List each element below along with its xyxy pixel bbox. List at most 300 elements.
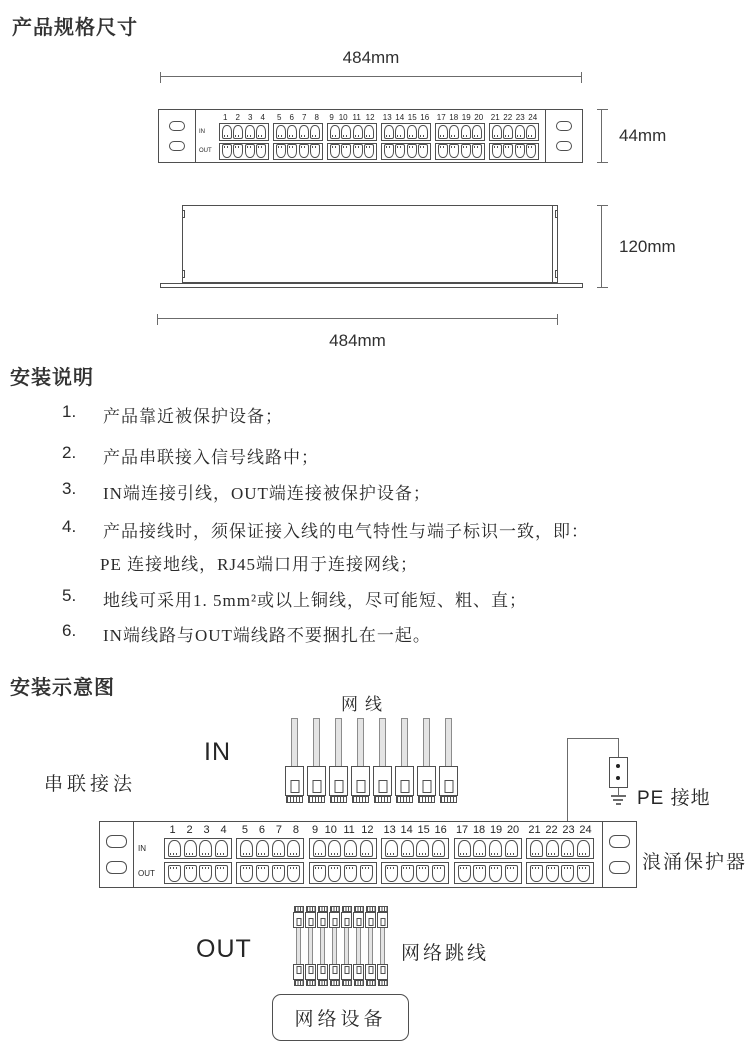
- port-pins: [202, 853, 210, 855]
- plug-pins: [286, 796, 303, 803]
- port-numbers: [435, 112, 485, 123]
- rj45-port: [515, 125, 525, 139]
- port-pins: [274, 853, 282, 855]
- rj45-port: [313, 865, 326, 882]
- port-number: 10: [338, 113, 348, 122]
- port-pins: [460, 867, 468, 869]
- rj45-port: [215, 865, 228, 882]
- port-number: 15: [407, 113, 417, 122]
- network-device-box: [272, 994, 409, 1041]
- rj45-port: [364, 125, 374, 139]
- port-pins: [312, 146, 318, 148]
- rj45-port: [461, 144, 471, 158]
- port-pins: [331, 853, 339, 855]
- port-numbers: [327, 112, 377, 123]
- port-numbers: [454, 824, 522, 838]
- port-pins: [258, 146, 264, 148]
- port-group: [327, 112, 377, 162]
- rj45-port: [222, 144, 232, 158]
- rj45-port: [577, 865, 590, 882]
- plug-body: [317, 912, 328, 928]
- port-pins: [476, 867, 484, 869]
- port-number: 5: [241, 824, 248, 836]
- port-pins: [332, 146, 338, 148]
- plug-latch: [344, 918, 349, 926]
- port-pins: [548, 853, 556, 855]
- rj45-port: [492, 144, 502, 158]
- rj45-port: [287, 865, 300, 882]
- port-number: 23: [515, 113, 525, 122]
- plug-body: [293, 964, 304, 980]
- rj45-port: [432, 840, 445, 857]
- port-group: [381, 824, 449, 887]
- port-pins: [476, 853, 484, 855]
- cable: [368, 928, 373, 964]
- rj45-plug: [329, 718, 348, 803]
- rj45-port: [418, 125, 428, 139]
- rj45-port: [395, 144, 405, 158]
- in-port-group: [489, 123, 539, 141]
- plug-pins: [440, 796, 457, 803]
- port-pins: [491, 853, 499, 855]
- port-number: 4: [260, 113, 265, 122]
- out-port-group: [454, 862, 522, 884]
- plug-latch: [296, 918, 301, 926]
- plug-pins: [294, 980, 304, 986]
- port-group: [454, 824, 522, 887]
- port-pins: [491, 867, 499, 869]
- in-port-group: [236, 838, 304, 860]
- port-group: [273, 112, 323, 162]
- out-port-group: [219, 143, 269, 161]
- plug-body: [365, 964, 376, 980]
- rj45-port: [489, 865, 502, 882]
- mounting-hole: [556, 121, 572, 131]
- plug-body: [329, 964, 340, 980]
- port-pins: [332, 135, 338, 137]
- rj45-port: [168, 840, 181, 857]
- out-port-group: [327, 143, 377, 161]
- rj45-port: [526, 144, 536, 158]
- port-pins: [579, 867, 587, 869]
- rj45-port: [328, 840, 341, 857]
- port-pins: [224, 135, 230, 137]
- port-pins: [494, 146, 500, 148]
- port-number: 10: [324, 824, 337, 836]
- port-pins: [419, 867, 427, 869]
- plug-body: [353, 912, 364, 928]
- panel-in-label: IN: [138, 844, 146, 854]
- plug-latch: [296, 966, 301, 974]
- port-pins: [355, 135, 361, 137]
- rj45-port: [401, 865, 414, 882]
- port-pins: [548, 867, 556, 869]
- rj45-port: [245, 125, 255, 139]
- port-group: [219, 112, 269, 162]
- spec-section-title: 产品规格尺寸: [12, 17, 138, 39]
- plug-body: [377, 964, 388, 980]
- in-port-group: [219, 123, 269, 141]
- terminal-dot: [616, 776, 620, 780]
- port-pins: [463, 135, 469, 137]
- rj45-port: [272, 840, 285, 857]
- port-number: 20: [506, 824, 520, 836]
- port-number: 3: [203, 824, 210, 836]
- front-view-panel: [158, 109, 583, 163]
- out-port-group: [273, 143, 323, 161]
- port-groups: [219, 112, 539, 162]
- rj45-port: [168, 865, 181, 882]
- port-pins: [362, 867, 370, 869]
- rj45-port: [199, 840, 212, 857]
- rj45-port: [364, 144, 374, 158]
- rj45-plug: [285, 718, 304, 803]
- port-number: 2: [235, 113, 240, 122]
- in-port-group: [435, 123, 485, 141]
- port-pins: [532, 853, 540, 855]
- bottom-width-dim-line: [157, 318, 558, 319]
- plug-latch: [368, 966, 373, 974]
- port-pins: [532, 867, 540, 869]
- surge-protector-panel: [99, 821, 637, 888]
- plug-pins: [330, 796, 347, 803]
- pe-ground-label: PE 接地: [637, 788, 711, 809]
- item-number: 4.: [62, 517, 77, 536]
- port-number: 11: [352, 113, 361, 122]
- plug-body: [377, 912, 388, 928]
- mounting-hole: [556, 141, 572, 151]
- in-port-group: [454, 838, 522, 860]
- port-pins: [346, 867, 354, 869]
- port-number: 1: [169, 824, 176, 836]
- port-number: 24: [579, 824, 592, 836]
- port-group: [435, 112, 485, 162]
- plug-latch: [400, 780, 409, 793]
- plug-pins: [318, 980, 328, 986]
- port-number: 8: [292, 824, 299, 836]
- plug-latch: [378, 780, 387, 793]
- port-pins: [315, 867, 323, 869]
- cable: [313, 718, 320, 766]
- earth-symbol: [616, 803, 621, 805]
- port-pins: [312, 135, 318, 137]
- rj45-port: [344, 865, 357, 882]
- port-pins: [224, 146, 230, 148]
- plug-body: [293, 912, 304, 928]
- plug-latch: [356, 780, 365, 793]
- port-number: 6: [289, 113, 294, 122]
- mounting-ear: [545, 110, 582, 162]
- port-numbers: [219, 112, 269, 123]
- rj45-port: [276, 125, 286, 139]
- port-pins: [386, 146, 392, 148]
- port-group: [309, 824, 377, 887]
- rj45-port: [240, 840, 253, 857]
- port-pins: [290, 867, 298, 869]
- cable: [296, 928, 301, 964]
- port-pins: [258, 135, 264, 137]
- plug-pins: [306, 980, 316, 986]
- item-text: 产品靠近被保护设备；: [103, 407, 283, 426]
- port-number: 12: [365, 113, 375, 122]
- rj45-port: [344, 840, 357, 857]
- port-pins: [301, 146, 307, 148]
- top-view-front-flange: [160, 283, 583, 288]
- rj45-port: [530, 840, 543, 857]
- rj45-port: [341, 144, 351, 158]
- port-pins: [170, 853, 178, 855]
- port-pins: [315, 853, 323, 855]
- rj45-port: [313, 840, 326, 857]
- rj45-port: [416, 865, 429, 882]
- ground-wire-horizontal: [567, 738, 619, 739]
- depth-dimension-label: 120mm: [619, 237, 676, 256]
- cable: [332, 928, 337, 964]
- port-pins: [247, 146, 253, 148]
- port-group: [526, 824, 594, 887]
- mounting-hole: [609, 861, 630, 874]
- rj45-port: [515, 144, 525, 158]
- port-number: 22: [503, 113, 513, 122]
- panel-out-label: OUT: [199, 148, 212, 155]
- hinge-mark: [555, 210, 558, 218]
- incoming-network-cables: [285, 718, 458, 803]
- port-number: 17: [455, 824, 469, 836]
- plug-latch: [334, 780, 343, 793]
- top-view-body: [182, 205, 558, 283]
- plug-pins: [354, 980, 364, 986]
- port-number: 12: [361, 824, 374, 836]
- plug-latch: [332, 918, 337, 926]
- rj45-port: [330, 125, 340, 139]
- ground-wire-vertical: [567, 738, 568, 821]
- rj45-port: [489, 840, 502, 857]
- port-number: 8: [314, 113, 319, 122]
- cable: [308, 928, 313, 964]
- front-width-dimension-label: 484mm: [342, 48, 400, 67]
- plug-pins: [378, 980, 388, 986]
- mounting-hole: [106, 861, 127, 874]
- ground-wire-drop: [618, 738, 619, 758]
- rj45-port: [449, 125, 459, 139]
- cable: [291, 718, 298, 766]
- rj45-port: [530, 865, 543, 882]
- rj45-port: [353, 144, 363, 158]
- port-number: 14: [395, 113, 405, 122]
- port-number: 9: [312, 824, 319, 836]
- rj45-port: [473, 865, 486, 882]
- port-pins: [346, 853, 354, 855]
- rj45-plug: [307, 718, 326, 803]
- panel-io-labels: [199, 112, 219, 162]
- port-number: 18: [472, 824, 486, 836]
- port-number: 15: [417, 824, 430, 836]
- port-pins: [289, 146, 295, 148]
- rj45-port: [353, 125, 363, 139]
- port-pins: [366, 146, 372, 148]
- port-number: 7: [275, 824, 282, 836]
- plug-body: [341, 912, 352, 928]
- plug-latch: [312, 780, 321, 793]
- plug-latch: [380, 966, 385, 974]
- cable: [445, 718, 452, 766]
- port-pins: [247, 135, 253, 137]
- cable: [401, 718, 408, 766]
- port-numbers: [526, 824, 594, 838]
- port-group: [489, 112, 539, 162]
- rj45-port: [245, 144, 255, 158]
- out-side-label: OUT: [196, 935, 252, 963]
- panel-out-label: OUT: [138, 868, 155, 878]
- rj45-port: [199, 865, 212, 882]
- rj45-port: [384, 144, 394, 158]
- port-pins: [460, 853, 468, 855]
- ground-stem: [618, 788, 619, 795]
- rj45-port: [577, 840, 590, 857]
- rj45-port: [407, 125, 417, 139]
- port-pins: [243, 853, 251, 855]
- rj45-port: [505, 865, 518, 882]
- plug-latch: [332, 966, 337, 974]
- port-pins: [517, 135, 523, 137]
- port-pins: [507, 853, 515, 855]
- rj45-port: [458, 840, 471, 857]
- rj45-port: [215, 840, 228, 857]
- port-group: [236, 824, 304, 887]
- rj45-port: [416, 840, 429, 857]
- out-port-group: [435, 143, 485, 161]
- plug-pins: [366, 980, 376, 986]
- rj45-port: [310, 144, 320, 158]
- patch-jumper: [305, 906, 316, 986]
- patch-jumper: [293, 906, 304, 986]
- plug-latch: [422, 780, 431, 793]
- port-number: 11: [343, 824, 355, 836]
- plug-body: [305, 964, 316, 980]
- rj45-port: [546, 865, 559, 882]
- hinge-mark: [182, 210, 185, 218]
- cable: [335, 718, 342, 766]
- mounting-hole: [609, 835, 630, 848]
- cable: [344, 928, 349, 964]
- plug-latch: [320, 918, 325, 926]
- rj45-port: [473, 840, 486, 857]
- rj45-plug: [373, 718, 392, 803]
- rj45-port: [546, 840, 559, 857]
- port-number: 13: [382, 113, 392, 122]
- out-port-group: [381, 862, 449, 884]
- patch-jumper: [377, 906, 388, 986]
- port-pins: [387, 853, 395, 855]
- cable: [423, 718, 430, 766]
- install-section-title: 安装说明: [10, 367, 94, 389]
- port-pins: [403, 867, 411, 869]
- port-number: 2: [186, 824, 193, 836]
- port-pins: [217, 867, 225, 869]
- item-text: PE 连接地线，RJ45端口用于连接网线；: [100, 555, 419, 574]
- plug-latch: [308, 966, 313, 974]
- port-number: 9: [329, 113, 334, 122]
- panel-in-label: IN: [199, 128, 205, 135]
- port-pins: [243, 867, 251, 869]
- rj45-port: [449, 144, 459, 158]
- port-pins: [278, 135, 284, 137]
- ground-terminal-block: [609, 757, 628, 788]
- out-port-group: [381, 143, 431, 161]
- port-pins: [366, 135, 372, 137]
- port-pins: [186, 867, 194, 869]
- out-port-group: [164, 862, 232, 884]
- plug-body: [329, 912, 340, 928]
- port-pins: [463, 146, 469, 148]
- rj45-port: [384, 125, 394, 139]
- port-pins: [564, 867, 572, 869]
- port-pins: [258, 867, 266, 869]
- port-pins: [274, 867, 282, 869]
- rj45-port: [222, 125, 232, 139]
- plug-pins: [374, 796, 391, 803]
- out-port-group: [309, 862, 377, 884]
- rj45-port: [240, 865, 253, 882]
- rj45-port: [272, 865, 285, 882]
- rj45-plug: [439, 718, 458, 803]
- port-pins: [517, 146, 523, 148]
- port-pins: [217, 853, 225, 855]
- plug-body: [365, 912, 376, 928]
- in-port-group: [381, 838, 449, 860]
- rj45-port: [256, 125, 266, 139]
- rj45-port: [418, 144, 428, 158]
- rj45-port: [360, 865, 373, 882]
- item-number: 5.: [62, 586, 77, 605]
- port-numbers: [381, 112, 431, 123]
- rj45-port: [310, 125, 320, 139]
- cable: [320, 928, 325, 964]
- cable: [356, 928, 361, 964]
- rj45-port: [385, 865, 398, 882]
- item-text: IN端连接引线，OUT端连接被保护设备；: [103, 484, 431, 503]
- rj45-port: [505, 840, 518, 857]
- plug-latch: [368, 918, 373, 926]
- earth-symbol: [611, 795, 626, 797]
- mounting-ear: [602, 822, 636, 887]
- cable: [380, 928, 385, 964]
- port-pins: [474, 135, 480, 137]
- patch-jumper: [317, 906, 328, 986]
- depth-dim-line: [601, 205, 602, 288]
- top-view-inner-edge: [552, 206, 553, 282]
- port-pins: [170, 867, 178, 869]
- port-pins: [434, 867, 442, 869]
- plug-body: [417, 766, 436, 796]
- port-group: [381, 112, 431, 162]
- out-port-group: [526, 862, 594, 884]
- rj45-port: [385, 840, 398, 857]
- port-pins: [528, 146, 534, 148]
- plug-pins: [342, 980, 352, 986]
- plug-body: [351, 766, 370, 796]
- in-port-group: [273, 123, 323, 141]
- in-port-group: [381, 123, 431, 141]
- port-numbers: [381, 824, 449, 838]
- network-device-label: 网络设备: [294, 1009, 387, 1030]
- rj45-port: [438, 125, 448, 139]
- earth-symbol: [613, 799, 623, 801]
- front-width-dim-line: [160, 76, 582, 77]
- port-pins: [202, 867, 210, 869]
- port-numbers: [236, 824, 304, 838]
- panel-body: [196, 110, 545, 162]
